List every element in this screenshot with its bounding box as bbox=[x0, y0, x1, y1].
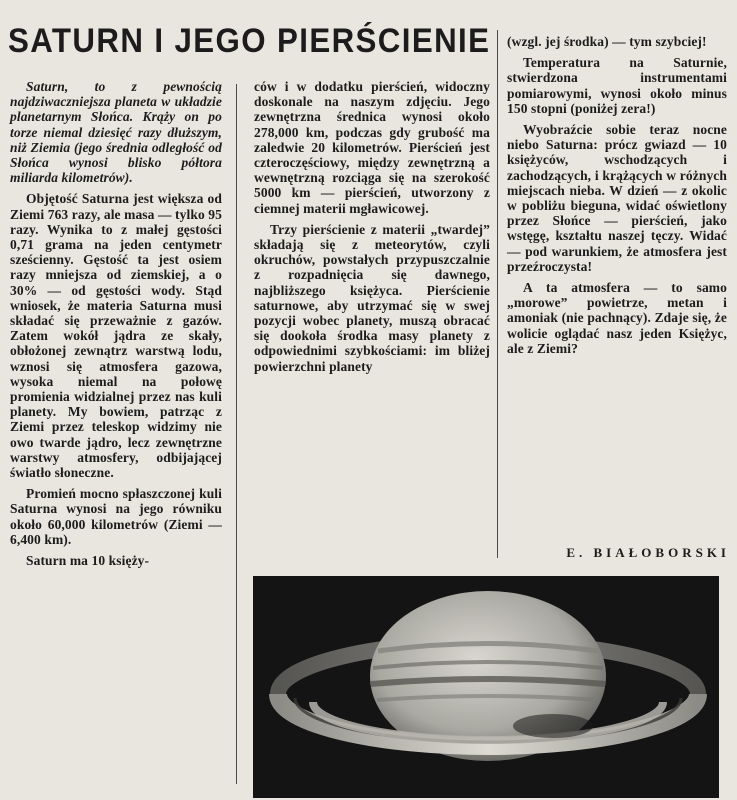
paragraph: A ta atmosfera — to samo „morowe” powietrze, metan i amoniak (nie pachnący). Zdaje się, że wolicie oglądać nasz jeden Księżyc, ale z Ziemi? bbox=[507, 280, 727, 356]
paragraph: Temperatura na Saturnie, stwierdzona instrumentami pomiarowymi, wynosi około minus 150 stopni (poniżej zera!) bbox=[507, 55, 727, 116]
saturn-photo bbox=[253, 576, 719, 798]
saturn-image bbox=[253, 576, 719, 798]
paragraph: Trzy pierścienie z materii „twardej” składają się z meteorytów, czyli okruchów, powstałych przypuszczalnie z rozpadnięcia się dawnego, najbliższego księżyca. Pierścienie saturnowe, aby utrzymać się w swej pozycji wobec planety, muszą obracać się dookoła środka masy planety z odpowiednimi szybkościami: im bliżej powierzchni planety bbox=[254, 221, 490, 374]
article-column-3 bbox=[507, 34, 727, 356]
paragraph: ców i w dodatku pierścień, widoczny doskonale na naszym zdjęciu. Jego zewnętrzna średnica wynosi około 278,000 km, podczas gdy grubość ma zaledwie 20 kilometrów. Pierścień jest czteroczęściowy, między zewnętrzną a wewnętrzną rozciąga się na szerokość 5000 km — pierścień, utworzony z ciemnej materii mgławicowej. bbox=[254, 79, 490, 216]
paragraph: Promień mocno spłaszczonej kuli Saturna wynosi na jego równiku około 60,000 kilometrów (Ziemi — 6,400 km). bbox=[10, 486, 222, 547]
article-title: SATURN I JEGO PIERŚCIENIE bbox=[8, 22, 491, 60]
author-signature: E. BIAŁOBORSKI bbox=[566, 545, 730, 560]
paragraph: Saturn ma 10 księży- bbox=[26, 553, 150, 569]
article-column-1 bbox=[10, 79, 222, 568]
paragraph: Wyobraźcie sobie teraz nocne niebo Saturna: prócz gwiazd — 10 księżyców, wschodzących i zachodzących, i krążących w różnych miejscach nieba. W dzień — z okolic w pobliżu bieguna, widać oświetlony przez Słońce — pierścień, jako wstęgę, kształtu naszej tęczy. Widać — pod warunkiem, że atmosfera jest przeźroczysta! bbox=[507, 122, 727, 274]
paragraph: Saturn, to z pewnością najdziwaczniejsza planeta w układzie planetarnym Słońca. Krąży on po torze niemal dziesięć razy dłuższym, niż Ziemia (jego średnia odległość od Słońca wynosi blisko półtora miliarda kilometrów). bbox=[10, 79, 222, 186]
article-column-2 bbox=[254, 79, 490, 374]
paragraph: Objętość Saturna jest większa od Ziemi 763 razy, ale masa — tylko 95 razy. Wynika to z małej gęstości 0,71 grama na jeden centymetr sześcienny. Gęstość ta jest osiem razy mniejsza od ziemskiej, a o 30% — od gęstości wody. Stąd wniosek, że materia Saturna musi składać się przeważnie z gazów. Zatem wokół jądra ze skały, obłożonej zewnątrz warstwą lodu, wznosi się atmosfera gazowa, wysoka niemal na połowę promienia widzialnej przez nas kuli planety. My bowiem, patrząc z Ziemi przez teleskop widzimy nie owo twarde jądro, lecz zewnętrzne warstwy atmosfery, odbijającej światło słoneczne. bbox=[10, 191, 222, 481]
column-divider-1 bbox=[236, 84, 237, 784]
paragraph: (wzgl. jej środka) — tym szybciej! bbox=[507, 34, 707, 49]
column-divider-2 bbox=[497, 30, 498, 558]
